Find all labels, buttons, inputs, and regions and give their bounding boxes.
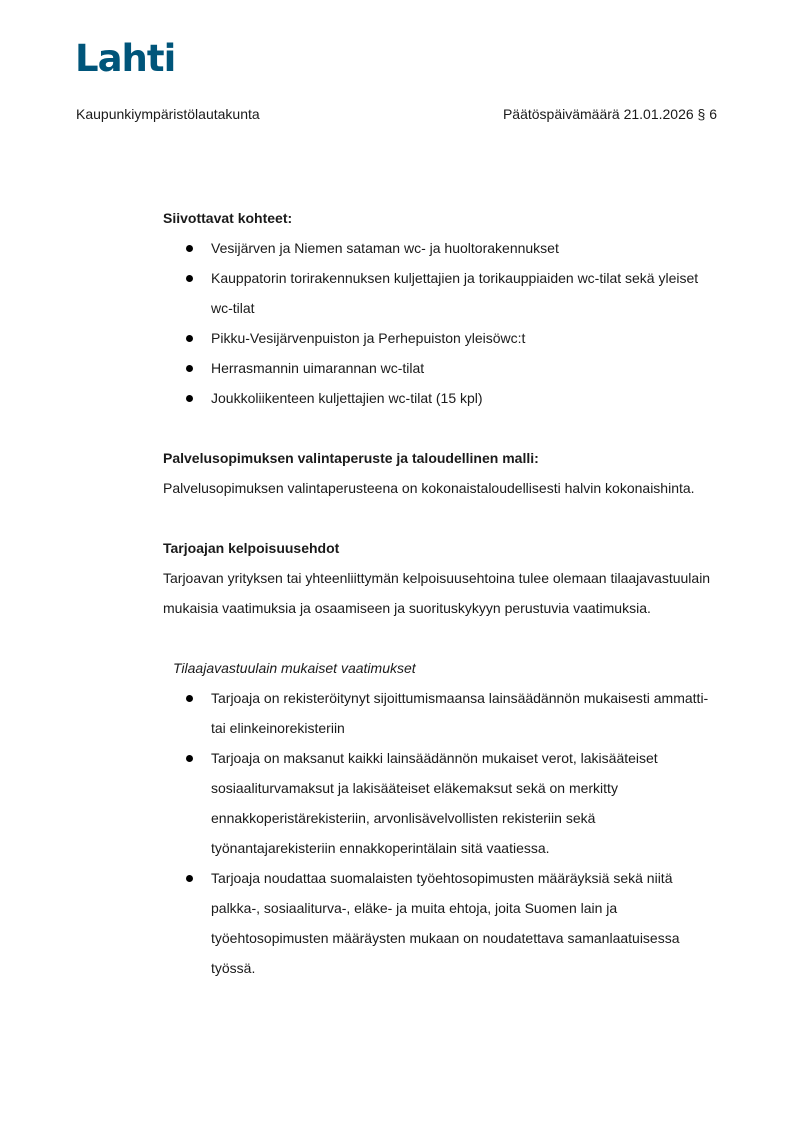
heading-selection-criteria: Palvelusopimuksen valintaperuste ja taloudellinen malli: <box>163 450 539 466</box>
lahti-logo: Lahti <box>75 37 176 80</box>
document-body <box>163 203 723 983</box>
bullet-icon <box>186 245 193 252</box>
organization-name: Kaupunkiympäristölautakunta <box>76 106 260 122</box>
bullet-icon <box>186 875 193 882</box>
bullet-icon <box>186 275 193 282</box>
bullet-icon <box>186 395 193 402</box>
qualification-text: Tarjoavan yrityksen tai yhteenliittymän kelpoisuusehtoina tulee olemaan tilaajavastuulain mukaisia vaatimuksia ja osaamiseen ja suorituskykyyn perustuvia vaatimuksia. <box>163 570 711 616</box>
list-item: Vesijärven ja Niemen sataman wc- ja huoltorakennukset <box>163 233 723 263</box>
list-item: Tarjoaja noudattaa suomalaisten työehtosopimusten määräyksiä sekä niitä palkka-, sosiaaliturva-, eläke- ja muita ehtoja, joita Suomen lain ja työehtosopimusten määräysten mukaan on noudatettava samanlaatuisessa työssä. <box>163 863 723 983</box>
decision-date: Päätöspäivämäärä 21.01.2026 § 6 <box>502 106 717 122</box>
heading-contractor-liability: Tilaajavastuulain mukaiset vaatimukset <box>173 660 416 676</box>
list-item: Tarjoaja on rekisteröitynyt sijoittumismaansa lainsäädännön mukaisesti ammatti- tai elinkeinorekisteriin <box>163 683 723 743</box>
bullet-icon <box>186 755 193 762</box>
list-item: Kauppatorin torirakennuksen kuljettajien ja torikauppiaiden wc-tilat sekä yleiset wc-tilat <box>163 263 723 323</box>
list-item: Pikku-Vesijärvenpuiston ja Perhepuiston yleisöwc:t <box>163 323 723 353</box>
contractor-liability-list <box>163 683 723 983</box>
heading-qualification: Tarjoajan kelpoisuusehdot <box>163 540 340 556</box>
list-item: Joukkoliikenteen kuljettajien wc-tilat (15 kpl) <box>163 383 723 413</box>
heading-cleaning-targets: Siivottavat kohteet: <box>163 210 293 226</box>
selection-criteria-text: Palvelusopimuksen valintaperusteena on kokonaistaloudellisesti halvin kokonaishinta. <box>163 480 695 496</box>
bullet-icon <box>186 695 193 702</box>
bullet-icon <box>186 335 193 342</box>
cleaning-targets-list <box>163 233 723 413</box>
list-item: Tarjoaja on maksanut kaikki lainsäädännön mukaiset verot, lakisääteiset sosiaaliturvamaksut ja lakisääteiset eläkemaksut sekä on merkitty ennakkoperistärekisteriin, arvonlisävelvollisten rekisteriin sekä työnantajarekisteriin ennakkoperintälain sitä vaatiessa. <box>163 743 723 863</box>
list-item: Herrasmannin uimarannan wc-tilat <box>163 353 723 383</box>
bullet-icon <box>186 365 193 372</box>
